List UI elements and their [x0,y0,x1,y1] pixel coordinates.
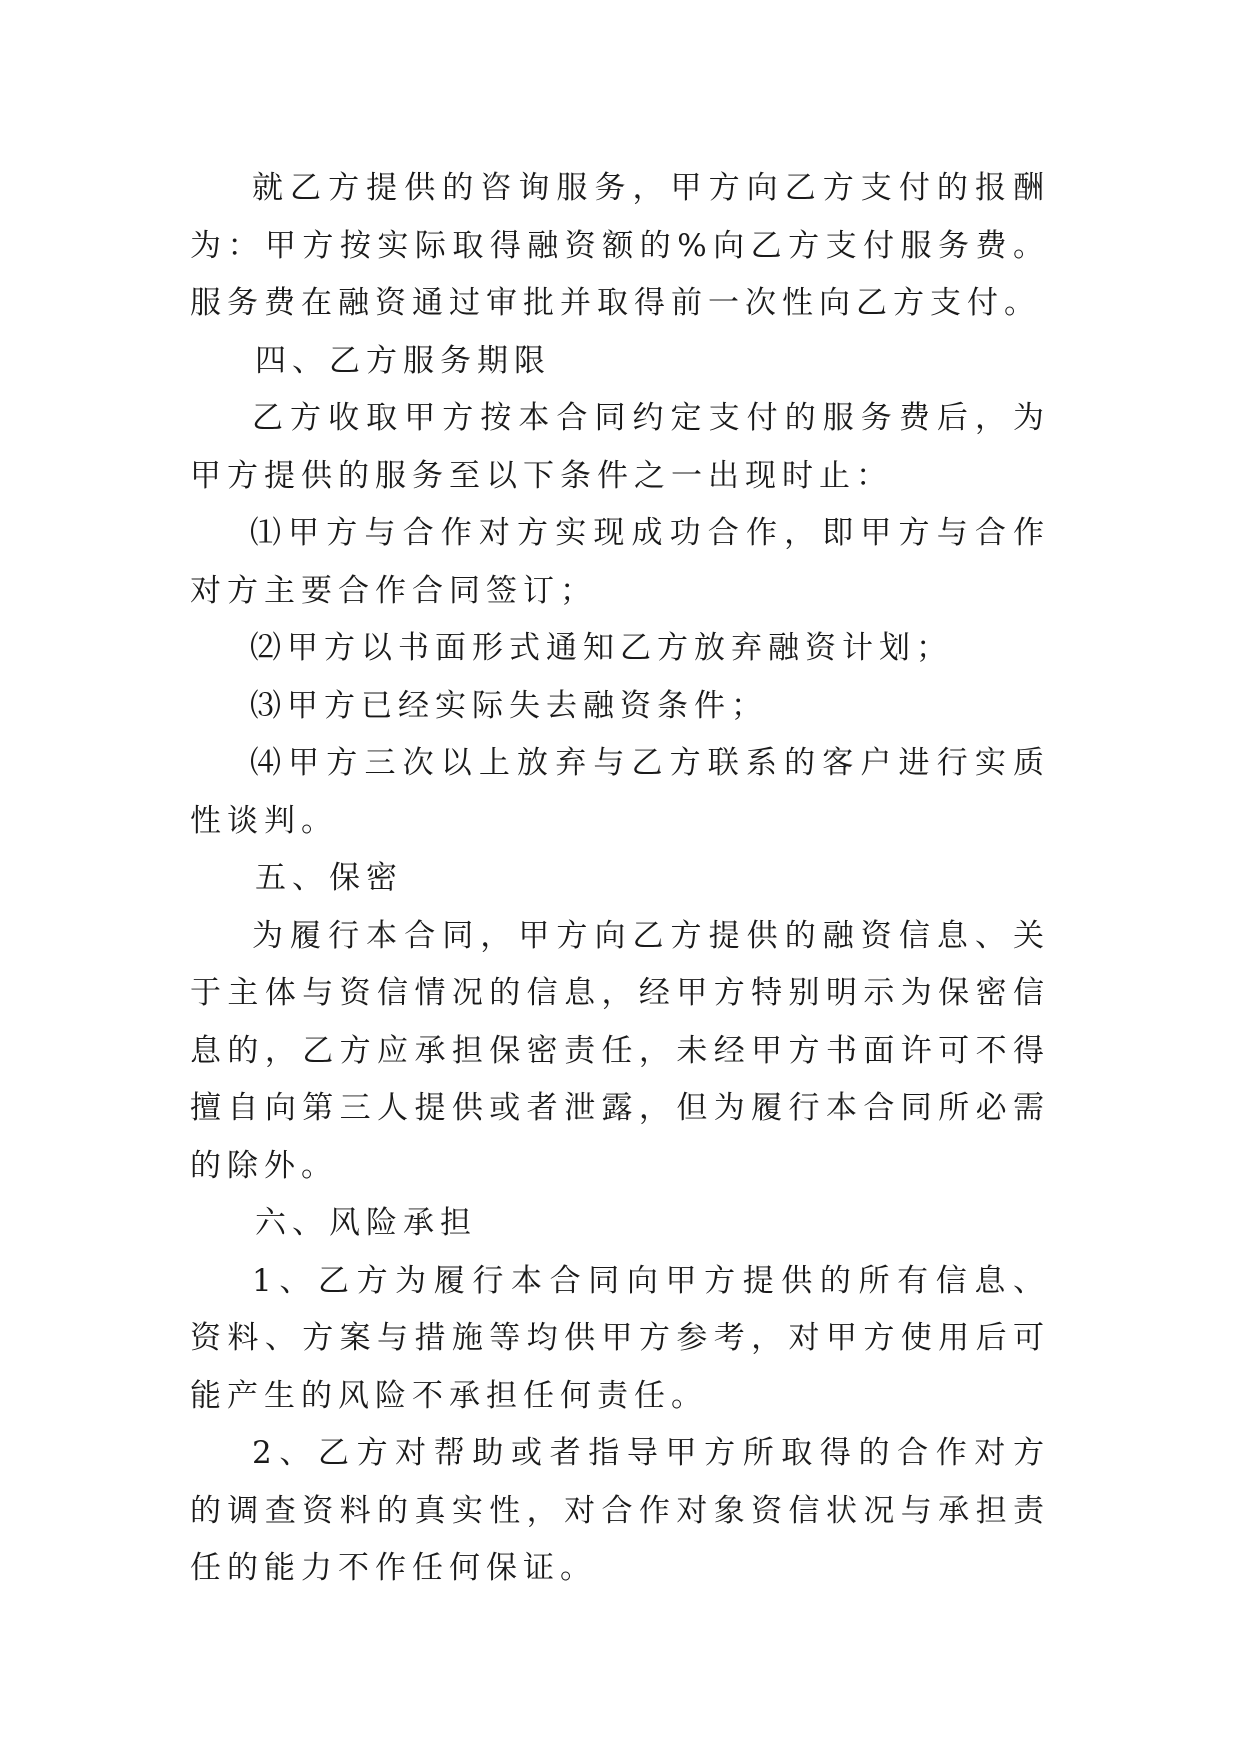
paragraph-service-term: 乙方收取甲方按本合同约定支付的服务费后，为甲方提供的服务至以下条件之一出现时止： [190,400,1050,494]
document-body [190,160,1050,1598]
heading-confidentiality: 五、保密 [255,860,403,896]
heading-service-term: 四、乙方服务期限 [255,342,551,379]
list-item-condition-3: ⑶甲方已经实际失去融资条件； [250,687,768,724]
list-item-condition-2: ⑵甲方以书面形式通知乙方放弃融资计划； [250,630,953,666]
paragraph-risk-2: 2、乙方对帮助或者指导甲方所取得的合作对方的调查资料的真实性，对合作对象资信状况与承担责任的能力不作任何保证。 [190,1435,1050,1586]
heading-risk: 六、风险承担 [255,1205,477,1241]
paragraph-risk-1: 1、乙方为履行本合同向甲方提供的所有信息、资料、方案与措施等均供甲方参考，对甲方使用后可能产生的风险不承担任何责任。 [190,1262,1050,1414]
list-item-condition-1: ⑴甲方与合作对方实现成功合作，即甲方与合作对方主要合作合同签订； [190,515,1050,609]
paragraph-remuneration: 就乙方提供的咨询服务，甲方向乙方支付的报酬为：甲方按实际取得融资额的%向乙方支付服务费。服务费在融资通过审批并取得前一次性向乙方支付。 [190,170,1050,321]
paragraph-confidentiality: 为履行本合同，甲方向乙方提供的融资信息、关于主体与资信情况的信息，经甲方特别明示为保密信息的，乙方应承担保密责任，未经甲方书面许可不得擅自向第三人提供或者泄露，但为履行本合同所必需的除外。 [190,917,1050,1184]
list-item-condition-4: ⑷甲方三次以上放弃与乙方联系的客户进行实质性谈判。 [190,745,1050,839]
